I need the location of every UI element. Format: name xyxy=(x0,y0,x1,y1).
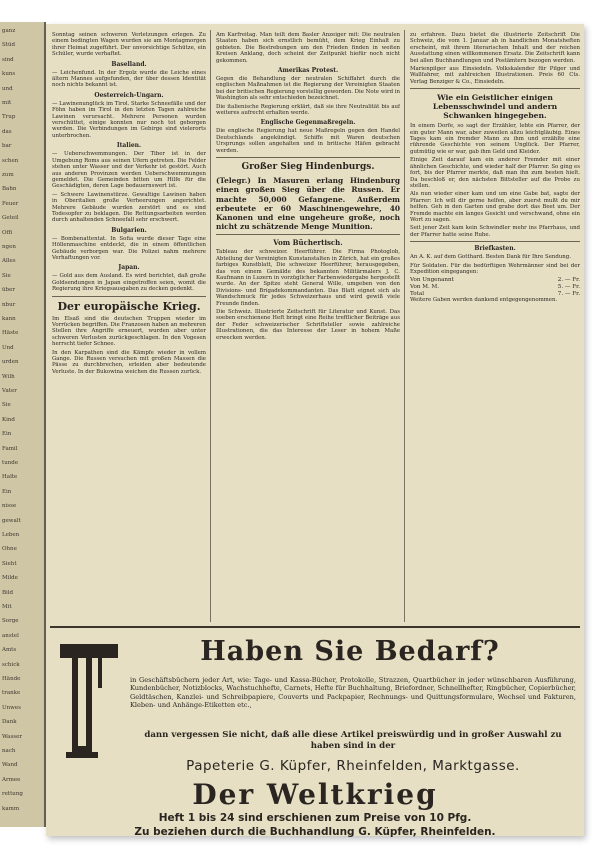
section-heading: Japan. xyxy=(118,264,140,272)
article-text: Die Schweiz. Illustrierte Zeitschrift für Literatur und Kunst. Das soeben erschienene Heft bringt eine Reihe trefflicher Beiträge aus der Feder schweizerischer Schriftsteller sowie zahlreiche Illustrationen, die das Interesse der Leser in hohem Maße erwecken werden. xyxy=(216,308,400,341)
left-page-fragment: Sorge xyxy=(2,618,19,625)
left-page-fragment: kamm xyxy=(2,805,20,812)
article-text: An A. K. auf dem Gotthard. Besten Dank für Ihre Sendung. xyxy=(410,254,571,261)
ad-body: in Geschäftsbüchern jeder Art, wie: Tage- und Kassa-Bücher, Protokolle, Strazzen, Quartbücher in jeder wünschbaren Ausführung, Kundenbücher, Notizblocks, Wachstuchhefte, Carnets, Hefte für Buchhaltung, Briefordner, Schnellhefter, Ringbücher, Copierbücher, Geldtäschen, Kanzlei- und Schreibpapiere, Couverts und Packpapier, Rechnungs- und Quittungsformulare, Wechsel und Fakturen, Kleben- und Anhänge-Etiketten etc., xyxy=(130,676,576,710)
divider xyxy=(410,241,580,242)
article-text: Tableau der schweizer. Heerführer. Die Firma Photoglob, Abteilung der Vereinigten Kunstanstalten in Zürich, hat ein großes farbiges Kunstblatt, Die schweizer Heerführer, herausgegeben, das von einem Gemälde des bekannten Militärmalers J. C. Kaufmann in Luzern in vorzüglicher Farbenwiedergabe hergestellt wurde. An der Spitze steht General Wille, umgeben von den Divisions- und Brigadekommandanten. Das Blatt eignet sich als Wandschmuck für jedes Schweizerhaus und wird gewiß viele Freunde finden. xyxy=(216,249,400,307)
section-heading: Englische Gegenmaßregeln. xyxy=(260,119,356,127)
left-page-fragment: Stüd xyxy=(2,42,16,49)
article-text: — Gold aus dem Ausland. Es wird berichtet, daß große Goldsendungen in Japan eingetroffen seien, womit die Regierung ihre Kriegsausgaben zu decken gedenkt. xyxy=(52,273,206,293)
article-text: Als nun wieder einer kam und um eine Gabe bat, sagte der Pfarrer: Ich will dir gerne helfen, aber zuerst mußt du mir helfen. Geh in den Garten und grabe dort das Beet um. Der Fremde machte ein langes Gesicht und verschwand, ohne ein Wort zu sagen. xyxy=(410,191,580,223)
donation-amount: 2. — Fr. xyxy=(557,277,580,284)
donation-row xyxy=(410,277,580,284)
left-page-fragment: ganz xyxy=(2,28,16,34)
article-text: Die italienische Regierung erklärt, daß sie ihre Neutralität bis auf weiteres aufrecht erhalten werde. xyxy=(216,103,400,117)
article-text: Seit jener Zeit kam kein Schwindler mehr ins Pfarrhaus, und der Pfarrer hatte seine Ruhe. xyxy=(410,225,580,238)
left-page-fragment: tranke xyxy=(2,690,21,697)
column-right xyxy=(410,32,580,620)
left-page-fragment: schen xyxy=(2,157,19,164)
ad-headline: Haben Sie Bedarf? xyxy=(200,636,500,667)
article-text: In den Karpathen sind die Kämpfe wieder in vollem Gange. Die Russen versuchen mit großen Massen die Pässe zu durchbrechen, erleiden aber bedeutende Verluste. In der Bukowina weichen die Russen zurück. xyxy=(52,349,206,375)
article-text: Sonntag seinen schweren Verletzungen erlegen. Zu einem bedingten Wagen wurden sie am Montagmorgen ihrer Heimat zugeführt. Der unvorsichtige Schütze, ein Schüler, wurde verhaftet. xyxy=(52,32,206,58)
article-text: Im Elsaß sind die deutschen Truppen wieder im Vorrücken begriffen. Die Franzosen haben an mehreren Stellen ihre Angriffe erneuert, wurden aber unter schweren Verlusten zurückgeschlagen. In den Vogesen herrscht tiefer Schnee. xyxy=(52,315,206,348)
left-page-fragment: Wasser xyxy=(2,733,22,740)
donation-label: Total xyxy=(410,290,425,297)
section-heading: Amerikas Protest. xyxy=(277,67,339,75)
left-page-fragment: Häste xyxy=(2,330,19,337)
left-page-fragment: Feuer xyxy=(2,200,19,207)
left-page-fragment: Ein xyxy=(2,431,12,438)
left-page-fragment: urden xyxy=(2,359,19,366)
left-page-fragment: Und xyxy=(2,344,14,351)
donation-row xyxy=(410,291,580,298)
article-text: Die englische Regierung hat neue Maßregeln gegen den Handel Deutschlands angekündigt. Schiffe mit Waren deutschen Ursprungs sollen angehalten und in britische Häfen gebracht werden. xyxy=(216,128,400,154)
left-page-fragment: Hände xyxy=(2,676,21,682)
left-page-fragment: mit xyxy=(2,100,12,106)
left-page-fragment: gewalt xyxy=(2,517,21,524)
left-page-fragment: Vater xyxy=(2,388,17,394)
left-page-fragment: Bild xyxy=(2,589,14,596)
article-text: Am Karfreitag. Man teilt dem Basler Anzeiger mit: Die neutralen Staaten haben sich ernstlich bemüht, dem Krieg Einhalt zu gebieten. Die Bestrebungen um den Frieden finden in weiten Kreisen Anklang, doch scheint der Zeitpunkt hiefür noch nicht gekommen. xyxy=(216,32,400,64)
article-text: Für Soldaten. Für die bedürftigen Wehrmänner sind bei der Expedition eingegangen: xyxy=(410,262,580,275)
section-heading: Briefkasten. xyxy=(474,245,516,253)
article-text: Einige Zeit darauf kam ein anderer Fremder mit einer ähnlichen Geschichte, und wieder half der Pfarrer. So ging es fort, bis der Pfarrer merkte, daß man ihn zum besten hielt. Da beschloß er, den nächsten Bittsteller auf die Probe zu stellen. xyxy=(410,157,580,189)
papeterie-logo-icon xyxy=(58,642,120,760)
divider xyxy=(216,234,400,235)
donation-list xyxy=(410,277,580,297)
left-page-fragment: bar xyxy=(2,143,12,150)
donation-amount: 7. — Fr. xyxy=(557,290,580,297)
advertisement xyxy=(50,626,580,838)
column-middle xyxy=(216,32,400,620)
column-rule xyxy=(210,30,211,622)
left-page-fragment: Bahn xyxy=(2,186,17,193)
left-page-fragment: tunde xyxy=(2,460,19,466)
column-left xyxy=(52,32,206,620)
headline-sieg: Großer Sieg Hindenburgs. xyxy=(241,162,375,173)
section-heading: Baselland. xyxy=(111,60,147,68)
left-page-fragment: Sie xyxy=(2,272,11,279)
left-page-fragment: Sieht xyxy=(2,560,17,567)
left-page-fragment: zum xyxy=(2,172,14,178)
article-text: — Leichenfund. In der Ergolz wurde die Leiche eines ältern Mannes aufgefunden, der über dessen Identität noch nichts bekannt ist. xyxy=(52,69,206,89)
article-text: Marienpilger aus Einsiedeln. Volkskalender für Pilger und Wallfahrer, mit zahlreichen Illustrationen. Preis 60 Cts. Verlag Benziger & Co., Einsiedeln. xyxy=(410,66,580,85)
left-page-fragment: Dank xyxy=(2,719,17,726)
donation-amount: 5. — Fr. xyxy=(557,283,580,290)
left-page-fragment: kann xyxy=(2,316,16,322)
left-page-fragment: Offi xyxy=(2,229,13,236)
divider xyxy=(410,88,580,89)
newspaper-page xyxy=(46,24,584,836)
left-page-fragment: und xyxy=(2,85,13,92)
section-heading: Italien. xyxy=(116,142,142,150)
news-bulletin: (Telegr.) In Masuren erlang Hindenburg einen großen Sieg über die Russen. Er machte 50,000 Gefangene. Außerdem erbeutete er 60 Maschinengewehre, 40 Kanonen und eine ungeheure große, noch nicht zu schätzende Menge Munition. xyxy=(216,176,400,232)
left-page-fragment: ngen xyxy=(2,244,16,250)
left-page-fragment: Unwes xyxy=(2,704,21,711)
left-page-fragment: Ein xyxy=(2,488,12,495)
left-page-fragment: über xyxy=(2,287,15,294)
left-page-fragment: kuns xyxy=(2,71,16,78)
donation-label: Von M. M. xyxy=(410,283,440,290)
left-page-fragment: rettung xyxy=(2,791,23,798)
section-heading: Vom Büchertisch. xyxy=(273,238,343,248)
section-heading: Bulgarien. xyxy=(111,226,147,234)
left-page-fragment: Milde xyxy=(2,575,18,582)
ad-bezug-line: Zu beziehen durch die Buchhandlung G. Küpfer, Rheinfelden. xyxy=(134,826,496,838)
ad-shop-name: Papeterie G. Küpfer, Rheinfelden, Marktgasse. xyxy=(186,758,520,774)
left-page-fragment: Amts xyxy=(2,647,17,654)
left-page-fragment: Halte xyxy=(2,474,18,481)
left-page-fragment: Trup xyxy=(2,114,16,121)
ad-heft-line: Heft 1 bis 24 sind erschienen zum Preise von 10 Pfg. xyxy=(158,812,472,824)
article-text: — Bombenattentat. In Sofia wurde dieser Tage eine Höllenmaschine entdeckt, die in einem öffentlichen Gebäude verborgen war. Die Polizei nahm mehrere Verhaftungen vor. xyxy=(52,235,206,261)
article-text: Weitere Gaben werden dankend entgegengenommen. xyxy=(410,297,558,304)
left-page-fragment: nach xyxy=(2,748,16,754)
left-page-fragment: Kind xyxy=(2,416,15,423)
left-page-fragment: das xyxy=(2,128,12,135)
left-page-fragment: anstel xyxy=(2,632,19,639)
section-heading: Oesterreich-Ungarn. xyxy=(94,91,164,99)
headline-krieg: Der europäische Krieg. xyxy=(57,299,201,313)
article-text: In einem Dorfe, so sagt der Erzähler, lebte ein Pfarrer, der ein guter Mann war, aber zuweilen allzu leichtgläubig. Eines Tages kam ein fremder Mann zu ihm und erzählte eine rührende Geschichte von seinem Unglück. Der Pfarrer, gutmütig wie er war, gab ihm Geld und Kleider. xyxy=(410,123,580,155)
article-text: — Ueberschwemmungen. Der Tiber ist in der Umgebung Roms aus seinen Ufern getreten. Die Felder stehen unter Wasser und der Verkehr ist gestört. Auch aus anderen Provinzen werden Ueberschwemmungen gemeldet. Die Gemeinden bitten um Hilfe für die Geschädigten, deren Lage bedauernswert ist. xyxy=(52,151,206,190)
left-facing-page xyxy=(0,22,46,827)
left-page-fragment: sind xyxy=(2,56,14,63)
article-text: — Schwere Lawinenstürze. Gewaltige Lawinen haben in Oberitalien große Verheerungen angerichtet. Mehrere Gebäude wurden zerstört und es sind Todesopfer zu beklagen. Die Rettungsarbeiten werden durch anhaltenden Schneefall sehr erschwert. xyxy=(52,191,206,224)
column-rule xyxy=(404,30,405,622)
left-page-fragment: Alles xyxy=(2,258,16,265)
left-page-fragment: schick xyxy=(2,661,20,668)
left-page-fragment: Leben xyxy=(2,532,20,538)
left-page-fragment: Geteil xyxy=(2,215,19,222)
left-page-fragment: Wilh xyxy=(2,373,15,380)
left-page-fragment: nbur xyxy=(2,301,16,308)
divider xyxy=(216,157,400,158)
headline-geistlicher: Wie ein Geistlicher einigen Lebensschwindel und andern Schwanken hingegeben. xyxy=(432,93,558,121)
ad-weltkrieg-title: Der Weltkrieg xyxy=(192,778,438,811)
article-text: Gegen die Behandlung der neutralen Schiffahrt durch die englischen Maßnahmen ist die Regierung der Vereinigten Staaten bei der britischen Regierung vorstellig geworden. Die Note wird in Washington als sehr entschieden bezeichnet. xyxy=(216,76,400,102)
donation-label: Von Ungenannt xyxy=(410,277,454,284)
divider xyxy=(52,296,206,297)
left-page-fragment: Mit xyxy=(2,604,12,610)
left-page-fragment: Ohne xyxy=(2,546,17,553)
left-page-fragment: Sie xyxy=(2,402,11,409)
article-text: — Lawinenunglück im Tirol. Starke Schneefälle und der Föhn haben im Tirol in den letzten Tagen zahlreiche Lawinen verursacht. Mehrere Personen wurden verschüttet, einige konnten nur noch tot geborgen werden. Die Verbindungen im Gebirge sind vielerorts unterbrochen. xyxy=(52,100,206,139)
left-page-fragment: Famil xyxy=(2,445,18,452)
left-page-fragment: nisse xyxy=(2,503,17,510)
left-page-fragment: Armee xyxy=(2,776,21,783)
article-text: zu erfahren. Dazu bietet die illustrierte Zeitschrift Die Schweiz, die vom 1. Januar ab in handlichen Monatsheften erscheint, mit ihrem literarischen Inhalt und der reichen Ausstattung einen willkommenen Ersatz. Die Zeitschrift kann bei allen Buchhandlungen und Postämtern bezogen werden. xyxy=(410,32,580,64)
donation-row xyxy=(410,284,580,291)
left-page-fragment: Wand xyxy=(2,762,18,769)
ad-strapline: dann vergessen Sie nicht, daß alle diese Artikel preiswürdig und in großer Auswahl zu haben sind in der xyxy=(144,730,562,751)
